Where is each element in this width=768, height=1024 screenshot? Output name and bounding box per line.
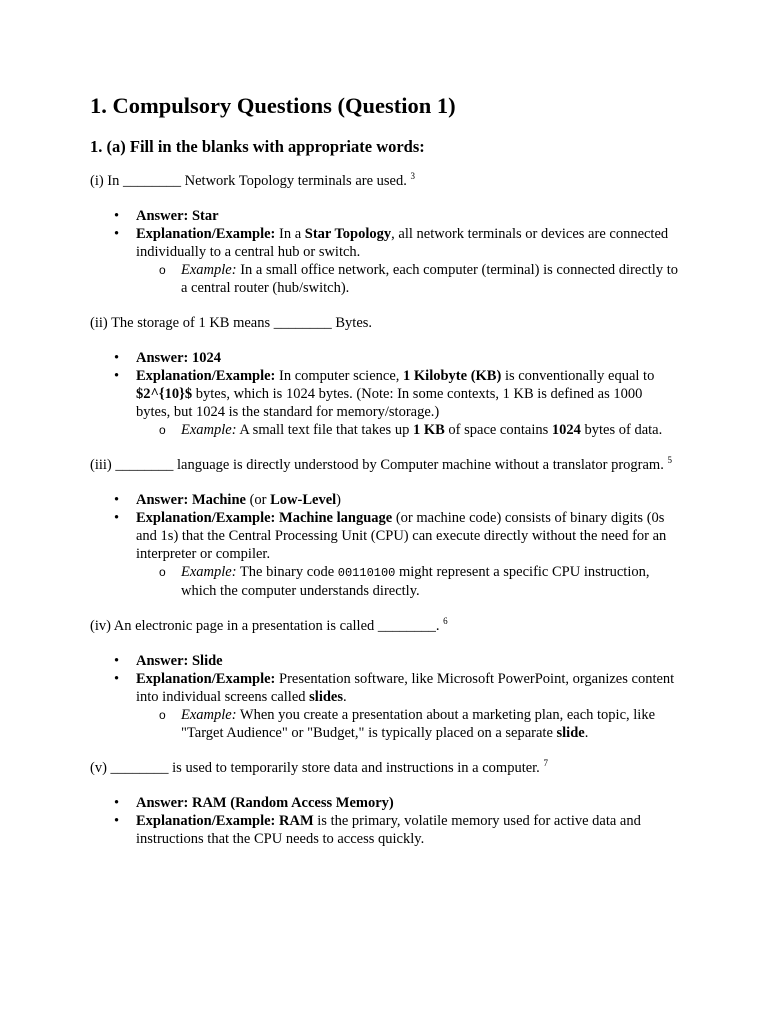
binary-code: 00110100 <box>337 566 396 580</box>
example-label: Example: <box>181 422 237 438</box>
explanation-label: Explanation/Example: <box>136 226 276 242</box>
explanation-term: 1 Kilobyte (KB) <box>403 368 502 384</box>
explanation-label: Explanation/Example: <box>136 368 276 384</box>
example-text: In a small office network, each computer (terminal) is connected directly to a central router (hub/switch). <box>181 262 678 296</box>
answer-label: Answer: <box>136 492 189 508</box>
explanation-item <box>90 670 680 742</box>
example-list <box>136 706 680 742</box>
question-text: (iii) ________ language is directly understood by Computer machine without a translator program. <box>90 457 664 473</box>
explanation-label: Explanation/Example: <box>136 510 276 526</box>
explanation-label: Explanation/Example: <box>136 671 276 687</box>
example-label: Example: <box>181 564 237 580</box>
explanation-text: , all network terminals or devices are connected individually to a central hub or switch. <box>136 226 669 260</box>
explanation-label: Explanation/Example: <box>136 813 276 829</box>
answer-list-iv <box>90 652 680 742</box>
example-list <box>136 563 680 600</box>
example-item <box>136 421 680 439</box>
question-text: (ii) The storage of 1 KB means ________ Bytes. <box>90 315 373 331</box>
answer-item <box>90 652 680 670</box>
explanation-term: Machine language <box>279 510 393 526</box>
answer-value: Machine <box>191 492 246 508</box>
example-term: slide <box>556 725 585 741</box>
answer-value: 1024 <box>191 350 221 366</box>
question-iii <box>90 456 680 474</box>
explanation-text: Presentation software, like Microsoft PowerPoint, organizes content into individual screens called <box>136 671 675 705</box>
question-text: (v) ________ is used to temporarily store data and instructions in a computer. <box>90 760 540 776</box>
answer-label: Answer: <box>136 350 189 366</box>
example-label: Example: <box>181 707 237 723</box>
answer-value: Slide <box>191 653 223 669</box>
answer-alt-value: Low-Level <box>270 492 337 508</box>
example-text: might represent a specific CPU instruction, which the computer understands directly. <box>181 564 650 599</box>
explanation-text: In computer science, <box>275 368 404 384</box>
example-text: When you create a presentation about a marketing plan, each topic, like "Target Audience" or "Budget," is typically placed on a separate <box>181 707 656 741</box>
example-list <box>136 261 680 297</box>
answer-value: Star <box>191 208 219 224</box>
explanation-term: slides <box>309 689 343 705</box>
answer-label: Answer: <box>136 653 189 669</box>
answer-list-i <box>90 207 680 297</box>
example-item <box>136 706 680 742</box>
example-text: of space contains <box>444 422 552 438</box>
answer-item <box>90 349 680 367</box>
explanation-term: RAM <box>279 813 314 829</box>
explanation-item <box>90 812 680 848</box>
question-text: (i) In ________ Network Topology terminals are used. <box>90 173 407 189</box>
explanation-formula: $2^{10}$ <box>136 386 193 402</box>
example-term: 1024 <box>551 422 581 438</box>
explanation-text: (or machine code) consists of binary digits (0s and 1s) that the Central Processing Unit (CPU) can execute directly without the need for an interpreter or compiler. <box>136 510 667 562</box>
example-text: . <box>584 725 589 741</box>
page-title: 1. Compulsory Questions (Question 1) <box>90 93 456 118</box>
answer-item <box>90 794 680 812</box>
answer-text: (or <box>245 492 271 508</box>
explanation-item <box>90 509 680 600</box>
answer-item <box>90 207 680 225</box>
example-term: 1 KB <box>412 422 445 438</box>
explanation-text: bytes, which is 1024 bytes. (Note: In some contexts, 1 KB is defined as 1000 bytes, but 1024 is the standard for memory/storage.) <box>136 386 643 420</box>
question-v <box>90 759 680 777</box>
answer-label: Answer: <box>136 208 189 224</box>
answer-item <box>90 491 680 509</box>
explanation-text: is the primary, volatile memory used for active data and instructions that the CPU needs to access quickly. <box>136 813 641 847</box>
example-list <box>136 421 680 439</box>
example-item <box>136 261 680 297</box>
example-text: The binary code <box>236 564 338 580</box>
answer-list-v <box>90 794 680 848</box>
answer-value: RAM (Random Access Memory) <box>191 795 394 811</box>
question-ii <box>90 314 680 332</box>
document-body <box>90 92 680 865</box>
footnote-ref: 5 <box>667 455 672 466</box>
explanation-text: is conventionally equal to <box>501 368 655 384</box>
example-text: bytes of data. <box>580 422 663 438</box>
example-label: Example: <box>181 262 237 278</box>
answer-list-ii <box>90 349 680 439</box>
explanation-text: In a <box>275 226 305 242</box>
footnote-ref: 3 <box>410 171 415 182</box>
explanation-item <box>90 367 680 439</box>
answer-text: ) <box>336 492 342 508</box>
example-text: A small text file that takes up <box>236 422 413 438</box>
question-i <box>90 172 680 190</box>
question-iv <box>90 617 680 635</box>
footnote-ref: 7 <box>543 758 548 769</box>
answer-label: Answer: <box>136 795 189 811</box>
explanation-text: . <box>343 689 347 705</box>
explanation-term: Star Topology <box>304 226 392 242</box>
answer-list-iii <box>90 491 680 600</box>
footnote-ref: 6 <box>443 616 448 627</box>
example-item <box>136 563 680 600</box>
explanation-item <box>90 225 680 297</box>
question-text: (iv) An electronic page in a presentation is called ________. <box>90 618 440 634</box>
section-heading: 1. (a) Fill in the blanks with appropriate words: <box>90 137 425 156</box>
